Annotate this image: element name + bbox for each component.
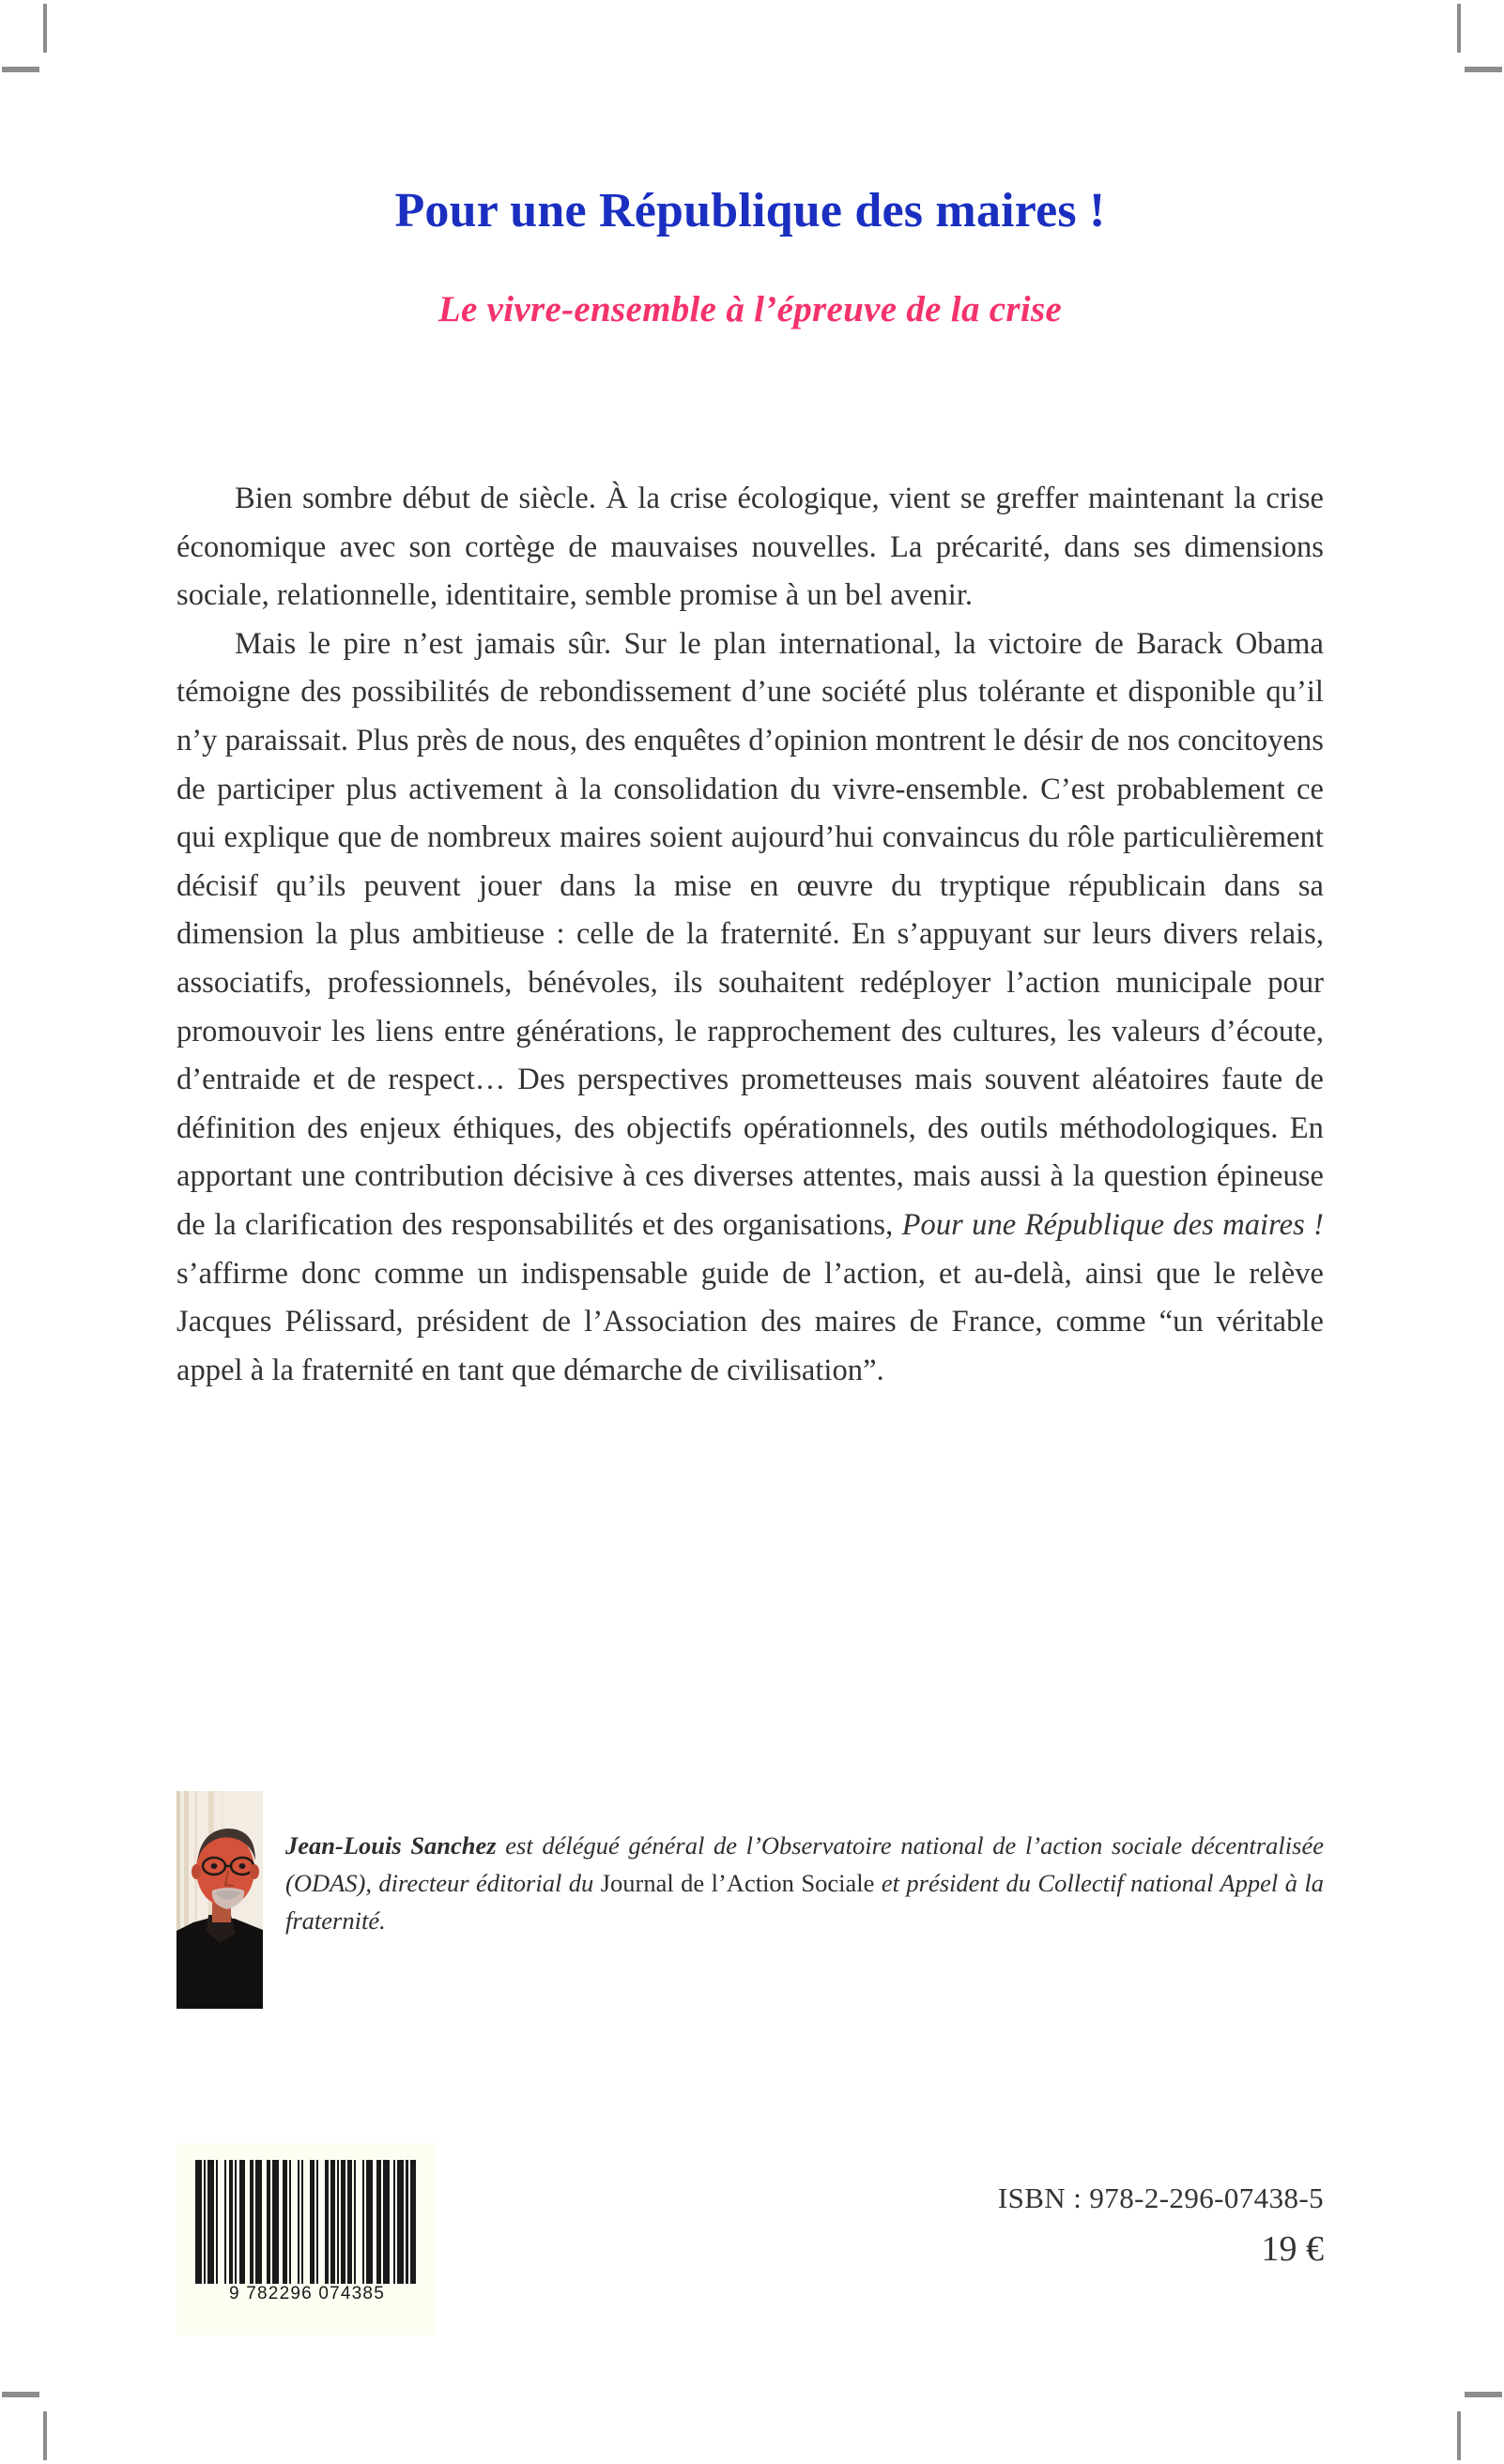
cover-footer <box>176 2143 1324 2359</box>
price-value: 19 € <box>1261 2229 1324 2269</box>
blurb-text-block <box>176 475 1324 1395</box>
blurb-inline-book-title: Pour une République des maires ! <box>901 1207 1325 1242</box>
author-bio-segment-1: est délégué général de l’Observatoire national de l’action sociale décentralisée (ODAS), directeur éditorial du <box>285 1831 1324 1897</box>
crop-mark-bottom-left-horizontal <box>2 2392 39 2397</box>
blurb-paragraph-1: Bien sombre début de siècle. À la crise écologique, vient se greffer maintenant la crise économique avec son cortège de mauvaises nouvelles. La précarité, dans ses dimensions sociale, relationnelle, identitaire, semble promise à un bel avenir. <box>176 482 1324 613</box>
blurb-paragraph-2-part-b: s’affirme donc comme un indispensable guide de l’action, et au-delà, ainsi que le relève Jacques Pélissard, président de l’Association des maires de France, comme “un véritable appel à la fraternité en tant que démarche de civilisation”. <box>176 1256 1324 1387</box>
crop-mark-top-right-horizontal <box>1465 67 1502 72</box>
crop-mark-bottom-right-horizontal <box>1465 2392 1502 2397</box>
author-portrait-illustration <box>176 1791 263 2009</box>
crop-mark-top-left-horizontal <box>2 67 39 72</box>
crop-mark-bottom-left-vertical <box>43 2411 47 2460</box>
barcode-digits: 9 782296 074385 <box>229 2284 385 2303</box>
crop-mark-top-right-vertical <box>1457 4 1461 53</box>
title-block <box>176 186 1324 329</box>
blurb-paragraph-2 <box>176 620 1324 1396</box>
blurb-paragraph-2-part-a: Mais le pire n’est jamais sûr. Sur le plan international, la victoire de Barack Obama témoigne des possibilités de rebondissement d’une société plus tolérante et disponible qu’il n’y paraissait. Plus près de nous, des enquêtes d’opinion montrent le désir de nos concitoyens de participer plus activement à la consolidation du vivre-ensemble. C’est probablement ce qui explique que de nombreux maires soient aujourd’hui convaincus du rôle particulièrement décisif qu’ils peuvent jouer dans la mise en œuvre du tryptique républicain dans sa dimension la plus ambitieuse : celle de la fraternité. En s’appuyant sur leurs divers relais, associatifs, professionnels, bénévoles, ils souhaitent redéployer l’action municipale pour promouvoir les liens entre générations, le rapprochement des cultures, les valeurs d’écoute, d’entraide et de respect… Des perspectives prometteuses mais souvent aléatoires faute de définition des enjeux éthiques, des objectifs opérationnels, des outils méthodologiques. En apportant une contribution décisive à ces diverses attentes, mais aussi à la question épineuse de la clarification des responsabilités et des organisations, <box>176 626 1324 1242</box>
book-main-title: Pour une République des maires ! <box>394 184 1106 237</box>
barcode-bars <box>195 2160 419 2284</box>
isbn-value: ISBN : 978-2-296-07438-5 <box>997 2181 1324 2214</box>
author-bio-text <box>285 1791 1324 1939</box>
author-bio-segment-2: et président du Collectif national Appel à la fraternité. <box>285 1869 1325 1935</box>
barcode-icon <box>176 2143 437 2335</box>
author-bio-paragraph <box>285 1827 1324 1939</box>
author-bio-journal-title: Journal de l’Action Sociale <box>600 1869 875 1897</box>
crop-mark-bottom-right-vertical <box>1457 2411 1461 2460</box>
author-portrait-photo <box>176 1791 263 2009</box>
book-subtitle: Le vivre-ensemble à l’épreuve de la crise <box>437 288 1063 329</box>
crop-mark-top-left-vertical <box>43 4 47 53</box>
author-bio-block <box>176 1791 1324 2009</box>
author-name: Jean-Louis Sanchez <box>285 1831 497 1859</box>
back-cover-page <box>176 0 1324 2464</box>
isbn-price-area <box>685 2177 1324 2274</box>
